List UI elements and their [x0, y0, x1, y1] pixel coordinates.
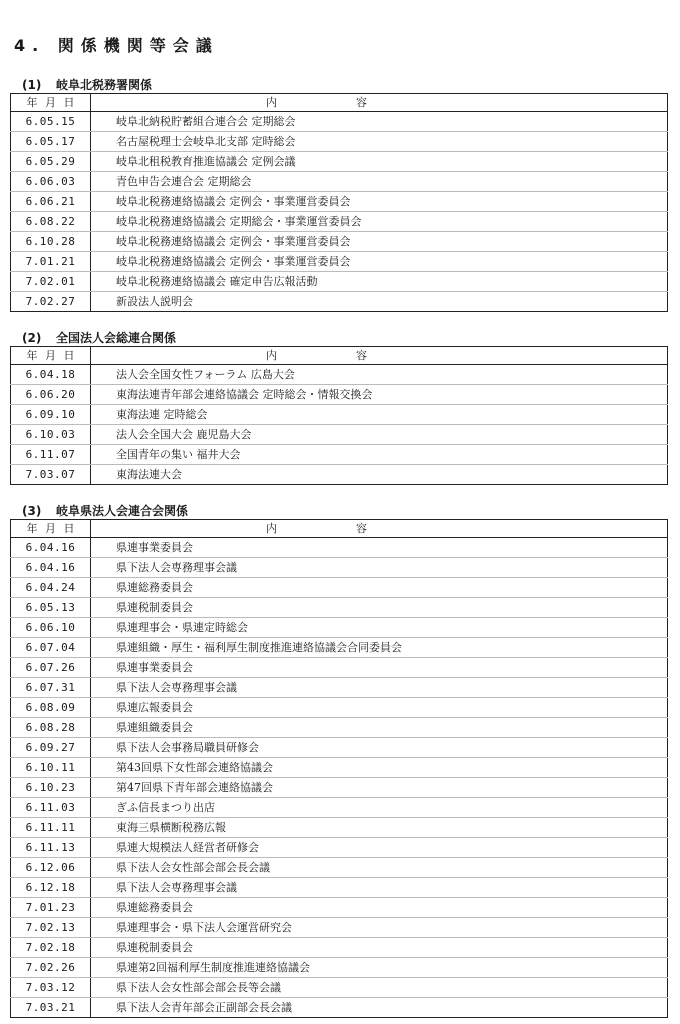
row-date: 6.10.23 — [11, 778, 91, 798]
header-date — [11, 94, 91, 112]
row-date: 6.04.16 — [11, 558, 91, 578]
table-row — [11, 798, 668, 818]
table-row — [11, 578, 668, 598]
table-row — [11, 958, 668, 978]
table-row — [11, 678, 668, 698]
row-date: 6.08.22 — [11, 212, 91, 232]
row-content: 県下法人会専務理事会議 — [91, 878, 668, 898]
row-date: 6.12.06 — [11, 858, 91, 878]
row-date: 6.07.04 — [11, 638, 91, 658]
table-row — [11, 538, 668, 558]
row-content: 県連理事会・県連定時総会 — [91, 618, 668, 638]
header-year: 年 — [26, 349, 38, 362]
row-date: 6.04.24 — [11, 578, 91, 598]
table-header-row — [11, 347, 668, 365]
header-content-1: 内 — [266, 96, 277, 109]
header-content — [91, 347, 668, 365]
row-date: 7.02.18 — [11, 938, 91, 958]
row-content: 第47回県下青年部会連絡協議会 — [91, 778, 668, 798]
header-content — [91, 520, 668, 538]
row-date: 6.11.11 — [11, 818, 91, 838]
table-row — [11, 878, 668, 898]
row-content: 県連税制委員会 — [91, 938, 668, 958]
row-content: 県連大規模法人経営者研修会 — [91, 838, 668, 858]
table-header-row — [11, 520, 668, 538]
header-month: 月 — [45, 522, 56, 535]
header-month: 月 — [45, 349, 56, 362]
header-day: 日 — [63, 96, 75, 109]
table-row — [11, 425, 668, 445]
row-content: 東海三県横断税務広報 — [91, 818, 668, 838]
row-date: 6.08.28 — [11, 718, 91, 738]
row-date: 6.05.15 — [11, 112, 91, 132]
header-month: 月 — [45, 96, 56, 109]
row-content: 新設法人説明会 — [116, 295, 193, 308]
row-content: 岐阜北税務連絡協議会 定期総会・事業運営委員会 — [91, 212, 668, 232]
row-date: 6.12.18 — [11, 878, 91, 898]
row-date: 6.09.27 — [11, 738, 91, 758]
row-date: 6.05.29 — [11, 152, 91, 172]
table-row — [11, 978, 668, 998]
row-content: 第43回県下女性部会連絡協議会 — [91, 758, 668, 778]
row-date: 7.03.12 — [11, 978, 91, 998]
row-date: 6.11.03 — [11, 798, 91, 818]
row-content: 岐阜北税務連絡協議会 定例会・事業運営委員会 — [91, 252, 668, 272]
table-row — [11, 152, 668, 172]
row-content: 青色申告会連合会 定期総会 — [91, 172, 668, 192]
row-content: 県連総務委員会 — [91, 578, 668, 598]
row-content: 県連総務委員会 — [91, 898, 668, 918]
table-row — [11, 738, 668, 758]
row-content: 東海法連青年部会連絡協議会 定時総会・情報交換会 — [91, 385, 668, 405]
row-date: 7.02.01 — [11, 272, 91, 292]
row-content: 名古屋税理士会岐阜北支部 定時総会 — [91, 132, 668, 152]
table-row — [11, 638, 668, 658]
row-content: 県連第2回福利厚生制度推進連絡協議会 — [91, 958, 668, 978]
table-row — [11, 718, 668, 738]
table-row — [11, 272, 668, 292]
table-row — [11, 918, 668, 938]
header-day: 日 — [63, 522, 75, 535]
row-date: 6.07.26 — [11, 658, 91, 678]
header-content-2: 容 — [356, 522, 367, 535]
row-date: 7.02.27 — [11, 292, 91, 312]
section-heading — [10, 503, 668, 519]
page-title: 4. 関係機関等会議 — [14, 36, 219, 55]
row-content: 岐阜北租税教育推進協議会 定例会議 — [91, 152, 668, 172]
header-date — [11, 347, 91, 365]
header-year: 年 — [26, 522, 38, 535]
table-row — [11, 212, 668, 232]
section-national-federation — [10, 330, 668, 485]
table-row — [11, 758, 668, 778]
row-date: 6.11.13 — [11, 838, 91, 858]
table-row — [11, 445, 668, 465]
table-row — [11, 132, 668, 152]
header-date — [11, 520, 91, 538]
meeting-table — [10, 346, 668, 485]
header-content — [91, 94, 668, 112]
row-date: 6.06.10 — [11, 618, 91, 638]
table-row — [11, 838, 668, 858]
section-number: (2) — [22, 331, 42, 345]
row-date: 6.07.31 — [11, 678, 91, 698]
table-row — [11, 172, 668, 192]
row-content: 県下法人会女性部会部会長等会議 — [91, 978, 668, 998]
table-row — [11, 192, 668, 212]
row-date: 6.08.09 — [11, 698, 91, 718]
table-row — [11, 112, 668, 132]
section-title: 岐阜北税務署関係 — [56, 78, 153, 92]
section-heading — [10, 77, 668, 93]
row-date: 7.01.21 — [11, 252, 91, 272]
row-date: 6.10.11 — [11, 758, 91, 778]
row-content: 県連事業委員会 — [91, 658, 668, 678]
row-date: 6.05.13 — [11, 598, 91, 618]
table-row — [11, 405, 668, 425]
section-gifu-prefecture-federation — [10, 503, 668, 1018]
row-content: 岐阜北税務連絡協議会 定例会・事業運営委員会 — [91, 232, 668, 252]
header-content-2: 容 — [356, 96, 367, 109]
header-day: 日 — [63, 349, 75, 362]
row-date: 7.02.13 — [11, 918, 91, 938]
table-row — [11, 998, 668, 1018]
row-content: 法人会全国大会 鹿児島大会 — [91, 425, 668, 445]
row-content: ぎふ信長まつり出店 — [91, 798, 668, 818]
table-row — [11, 558, 668, 578]
row-date: 7.02.26 — [11, 958, 91, 978]
row-date: 6.10.28 — [11, 232, 91, 252]
header-year: 年 — [26, 96, 38, 109]
row-date: 6.06.21 — [11, 192, 91, 212]
section-number: (1) — [22, 78, 42, 92]
row-date: 7.01.23 — [11, 898, 91, 918]
table-row — [11, 778, 668, 798]
row-content: 県連組織委員会 — [91, 718, 668, 738]
row-content: 岐阜北税務連絡協議会 確定申告広報活動 — [91, 272, 668, 292]
meeting-table — [10, 519, 668, 1018]
row-content: 県下法人会専務理事会議 — [91, 678, 668, 698]
table-row — [11, 232, 668, 252]
row-date: 6.06.20 — [11, 385, 91, 405]
table-row — [11, 618, 668, 638]
row-content: 県下法人会事務局職員研修会 — [91, 738, 668, 758]
row-content: 県連税制委員会 — [91, 598, 668, 618]
row-date: 6.10.03 — [11, 425, 91, 445]
row-content: 県連事業委員会 — [91, 538, 668, 558]
row-content: 東海法連 定時総会 — [91, 405, 668, 425]
table-row — [11, 938, 668, 958]
row-content: 県連理事会・県下法人会運営研究会 — [91, 918, 668, 938]
row-date: 6.04.16 — [11, 538, 91, 558]
table-row — [11, 598, 668, 618]
table-row — [11, 698, 668, 718]
row-content: 法人会全国女性フォーラム 広島大会 — [91, 365, 668, 385]
header-content-1: 内 — [266, 522, 277, 535]
row-content: 県連広報委員会 — [91, 698, 668, 718]
row-date: 7.03.07 — [11, 465, 91, 485]
row-content: 県下法人会青年部会正副部会長会議 — [116, 1001, 292, 1014]
row-date: 6.04.18 — [11, 365, 91, 385]
row-content: 全国青年の集い 福井大会 — [91, 445, 668, 465]
table-row — [11, 858, 668, 878]
row-date: 6.06.03 — [11, 172, 91, 192]
section-title: 岐阜県法人会連合会関係 — [56, 504, 189, 518]
table-row — [11, 818, 668, 838]
header-content-1: 内 — [266, 349, 277, 362]
row-content: 岐阜北税務連絡協議会 定例会・事業運営委員会 — [91, 192, 668, 212]
table-header-row — [11, 94, 668, 112]
section-number: (3) — [22, 504, 42, 518]
section-title: 全国法人会総連合関係 — [56, 331, 177, 345]
table-row — [11, 292, 668, 312]
row-date: 6.11.07 — [11, 445, 91, 465]
row-date: 6.09.10 — [11, 405, 91, 425]
row-content: 県連組織・厚生・福利厚生制度推進連絡協議会合同委員会 — [91, 638, 668, 658]
table-row — [11, 252, 668, 272]
section-heading — [10, 330, 668, 346]
row-date: 7.03.21 — [11, 998, 91, 1018]
section-gifu-kita-tax-office — [10, 77, 668, 312]
row-content: 岐阜北納税貯蓄組合連合会 定期総会 — [91, 112, 668, 132]
table-row — [11, 658, 668, 678]
table-row — [11, 898, 668, 918]
row-content: 東海法連大会 — [116, 468, 182, 481]
row-content: 県下法人会女性部会部会長会議 — [91, 858, 668, 878]
meeting-table — [10, 93, 668, 312]
table-row — [11, 465, 668, 485]
table-row — [11, 385, 668, 405]
row-date: 6.05.17 — [11, 132, 91, 152]
table-row — [11, 365, 668, 385]
header-content-2: 容 — [356, 349, 367, 362]
row-content: 県下法人会専務理事会議 — [91, 558, 668, 578]
